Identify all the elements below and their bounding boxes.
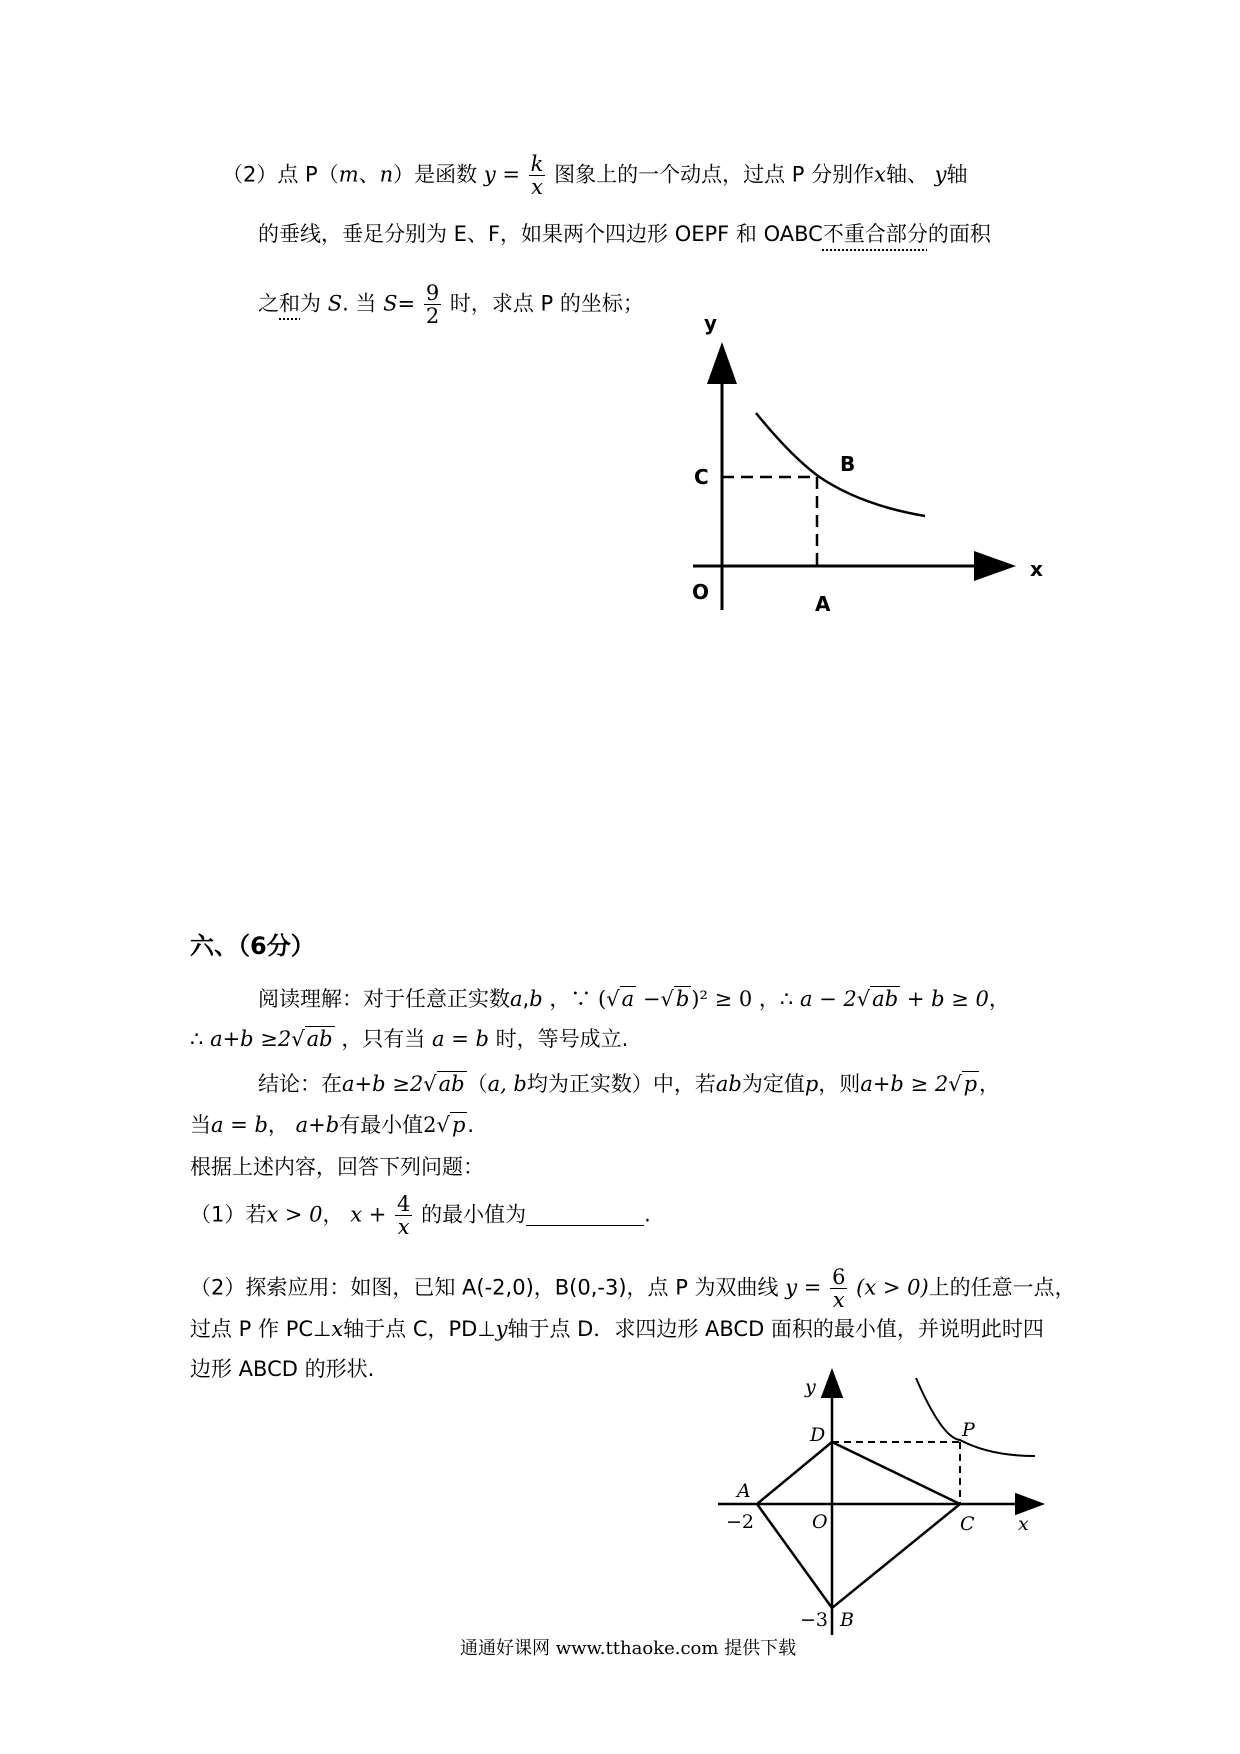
fig2-label-neg2: −2 (726, 1511, 755, 1533)
part2-line3: 边形 ABCD 的形状. (190, 1357, 375, 1381)
fig2-label-x: x (1018, 1513, 1029, 1535)
fig2-label-c: C (960, 1513, 975, 1535)
q5-part2-line3: 之和为 S. 当 S= $\frac{9}{2}$ 时，求点 P 的坐标； (258, 281, 644, 329)
fig2-label-d: D (810, 1424, 826, 1446)
q5-part2-line1: （2）点 P（m、n）是函数 y = $\frac{k}{x}$ 图象上的一个动点，过点 P 分别作x轴、 y轴 (222, 152, 968, 200)
fig2-label-neg3: −3 (800, 1609, 829, 1631)
fraction-4-over-x: $\frac{4}{x}$ (397, 1192, 411, 1240)
footer-credit: 通通好课网 www.tthaoke.com 提供下载 (460, 1638, 797, 1659)
fig1-label-o: O (692, 580, 710, 604)
reading-line2: ∴ a+b ≥2√ab ，只有当 a = b 时，等号成立. (190, 1027, 629, 1051)
conclusion-line2: 当a = b， a+b有最小值2√p. (190, 1113, 475, 1137)
part1-question: （1）若x > 0， x + $\frac{4}{x}$ 的最小值为 . (190, 1192, 651, 1240)
fig1-label-x: x (1030, 557, 1043, 581)
fraction-k-over-x: $\frac{k}{x}$ (530, 152, 544, 200)
part2-line1: （2）探索应用：如图，已知 A(-2,0)，B(0,-3)，点 P 为双曲线 y = $\frac{6}{x}$ (x > 0)上的任意一点， (190, 1265, 1076, 1313)
q5-part2-line2: 的垂线，垂足分别为 E、F，如果两个四边形 OEPF 和 OABC不重合部分的面积 (258, 222, 991, 246)
part2-line2: 过点 P 作 PC⊥x轴于点 C，PD⊥y轴于点 D．求四边形 ABCD 面积的最小值，并说明此时四 (190, 1317, 1044, 1341)
fig1-label-a: A (815, 592, 831, 616)
fraction-9-over-2: $\frac{9}{2}$ (425, 281, 440, 329)
instruction: 根据上述内容，回答下列问题： (190, 1155, 484, 1179)
fig1-label-b: B (840, 452, 856, 476)
fig1-label-c: C (694, 465, 709, 489)
fig2-label-p: P (962, 1419, 975, 1441)
fig2-label-y: y (805, 1376, 816, 1398)
conclusion-line1: 结论：在a+b ≥2√ab（a, b均为正实数）中，若ab为定值p，则a+b ≥ 2√p， (258, 1072, 1001, 1096)
fig2-hyperbola-curve (916, 1378, 1035, 1456)
fig2-label-a: A (737, 1480, 751, 1502)
section-6-heading: 六、（6分） (190, 932, 315, 960)
reading-line1: 阅读理解：对于任意正实数a,b ，∵ (√a −√b)² ≥ 0 ，∴ a − 2√ab + b ≥ 0， (258, 987, 1010, 1011)
fig1-label-y: y (704, 311, 718, 335)
fig2-label-b: B (840, 1609, 854, 1631)
fraction-6-over-x: $\frac{6}{x}$ (832, 1265, 846, 1313)
fig2-quadrilateral-abcd (757, 1442, 960, 1608)
fig2-label-o: O (812, 1511, 828, 1533)
